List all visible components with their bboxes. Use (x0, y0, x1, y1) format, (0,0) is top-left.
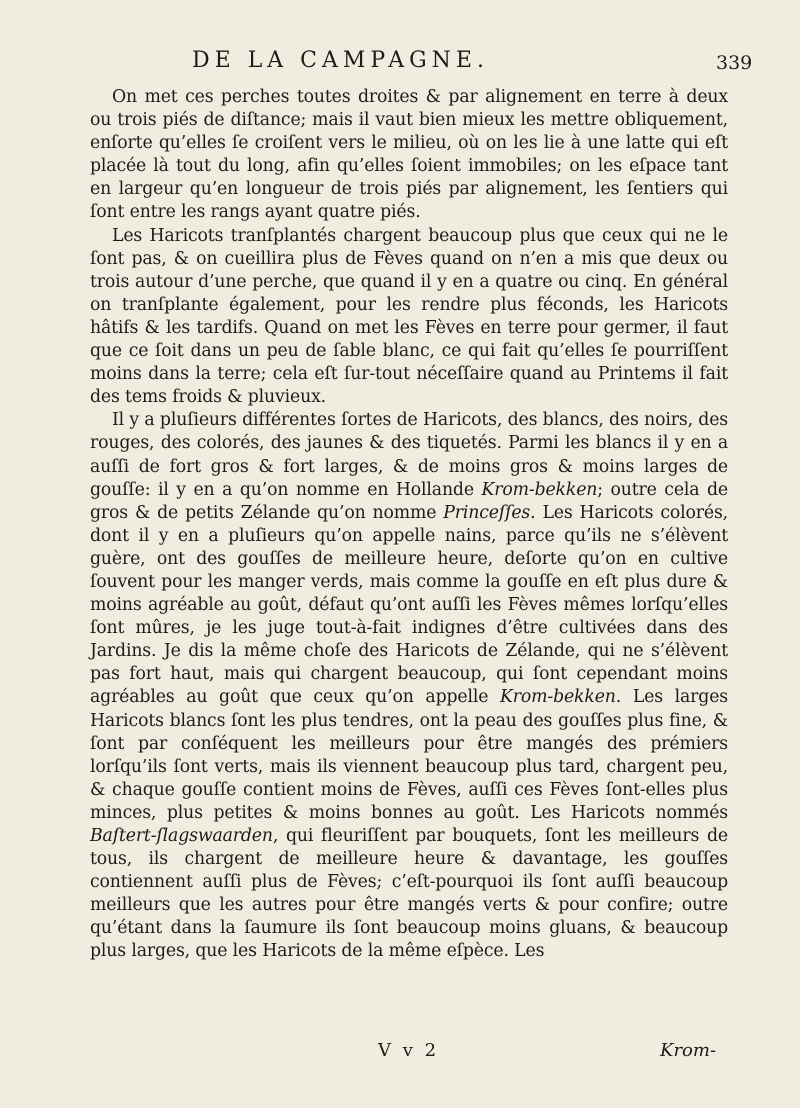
text-run: ; outre cela de gros & de petits Zélande qu’on nomme (90, 479, 729, 523)
signature-mark: V v 2 (378, 1040, 440, 1061)
text-run: On met ces perches toutes droites & par alignement en terre à deux ou trois piés de diſtance; mais il vaut bien mieux les mettre obliquement, enſorte qu’elles ſe croiſent vers le milieu, où on les lie à une latte qui eſt placée là tout du long, afin qu’elles ſoient immobiles; on les eſpace tant en largeur qu’en longueur de trois piés par alignement, les ſentiers qui ſont entre les rangs ayant quatre piés. (90, 87, 728, 223)
text-run: Les Haricots tranſplantés chargent beaucoup plus que ceux qui ne le ſont pas, & on cueillira plus de Fèves quand on n’en a mis que deux ou trois autour d’une perche, que quand il y en a quatre ou cinq. En général on tranſplante également, pour les rendre plus féconds, les Haricots hâtifs & les tardifs. Quand on met les Fèves en terre pour germer, il faut que ce ſoit dans un peu de ſable blanc, ce qui fait qu’elles ſe pourriſſent moins dans la terre; cela eſt ſur-tout néceſſaire quand au Printems il fait des tems froids & pluvieux. (90, 225, 728, 408)
paragraph-1 (90, 86, 728, 225)
italic-term: Baſtert-ſlagswaarden (90, 826, 273, 846)
text-run: . Les Haricots colorés, dont il y en a pluſieurs qu’on appelle nains, parce qu’ils ne s’élèvent guère, ont des gouſſes de meilleure heure, deſorte qu’on en cultive ſouvent pour les manger verds, mais comme la gouſſe en eſt plus dure & moins agréable au goût, défaut qu’ont auſſi les Fèves mêmes lorſqu’elles ſont mûres, je les juge tout-à-fait indignes d’être cultivées dans des Jardins. Je dis la même choſe des Haricots de Zélande, qui ne s’élèvent pas fort haut, mais qui chargent beaucoup, qui ſont cependant moins agréables au goût que ceux qu’on appelle (90, 502, 729, 708)
italic-term: Princeſſes (443, 502, 531, 523)
page-number: 339 (716, 52, 753, 74)
catchword: Krom- (660, 1040, 717, 1061)
running-head (0, 48, 800, 78)
text-run: Il y a pluſieurs différentes ſortes de Haricots, des blancs, des noirs, des rouges, des colorés, des jaunes & des tiquetés. Parmi les blancs il y en a auſſi de fort gros & fort larges, & de moins gros & moins larges de gouſſe: il y en a qu’on nomme en Hollande (90, 410, 728, 500)
page-footer (0, 1040, 800, 1066)
body-text (90, 86, 728, 964)
italic-term: Krom-bekken (500, 687, 616, 708)
running-title: DE LA CAMPAGNE. (192, 48, 489, 73)
italic-term: Krom-bekken (481, 479, 598, 500)
paragraph-3 (90, 409, 728, 963)
paragraph-2 (90, 225, 728, 410)
text-run: , qui fleuriſſent par bouquets, ſont les meilleurs de tous, ils chargent de meilleure heure & davantage, les gouſſes contiennent auſſi plus de Fèves; c’eſt-pourquoi ils ſont auſſi beaucoup meilleurs que les autres pour être mangés verts & pour confire; outre qu’étant dans la ſaumure ils ſont beaucoup moins gluans, & beaucoup plus larges, que les Haricots de la même eſpèce. Les (90, 826, 728, 962)
text-run: . Les larges Haricots blancs ſont les plus tendres, ont la peau des gouſſes plus fine, & ſont par conſéquent les meilleurs pour être mangés des prémiers lorſqu’ils ſont verts, mais ils viennent beaucoup plus tard, chargent peu, & chaque gouſſe contient moins de Fèves, auſſi ces Fèves ſont-elles plus minces, plus petites & moins bonnes au goût. Les Haricots nommés (90, 687, 728, 823)
